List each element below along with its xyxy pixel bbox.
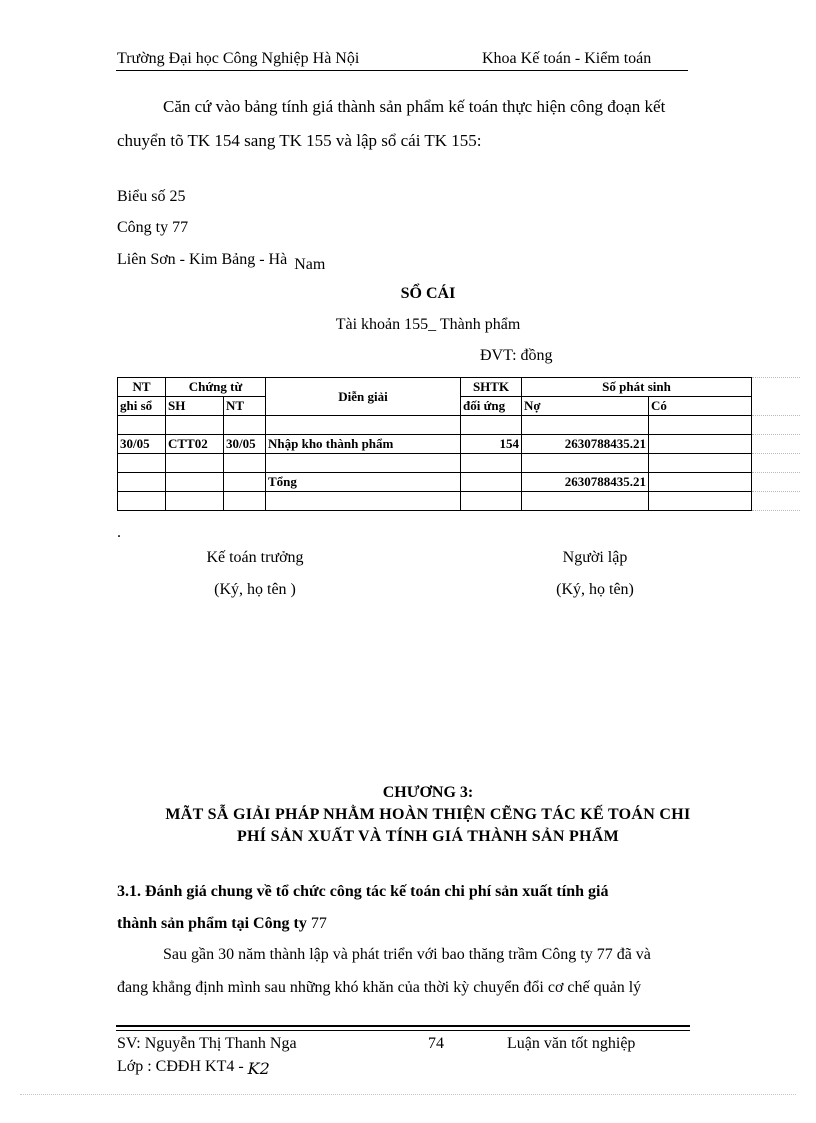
address-tail: Nam [294, 256, 326, 273]
table-row-empty [118, 416, 800, 435]
col-dien-giai: Diễn giải [266, 378, 461, 416]
section-heading-bold: thành sản phẩm tại Công ty [117, 915, 307, 932]
col-shtk-bottom: đối ứng [461, 397, 522, 416]
address-main: Liên Sơn - Kim Bảng - Hà [117, 251, 288, 268]
company-name: Công ty 77 [117, 219, 189, 236]
ledger-table [117, 377, 800, 511]
table-row-empty [118, 492, 800, 511]
ledger-title: SỔ CÁI [400, 285, 456, 302]
table-row-total [118, 473, 800, 492]
page-boundary [20, 1094, 796, 1095]
col-shtk-top: SHTK [461, 378, 522, 397]
chapter-number: CHƯƠNG 3: [382, 784, 474, 801]
intro-line-2: chuyển tõ TK 154 sang TK 155 và lập sổ cái TK 155: [117, 131, 482, 150]
entry-shtk: 154 [461, 435, 522, 454]
sig-right-note: (Ký, họ tên) [556, 581, 634, 598]
ledger-unit: ĐVT: đồng [480, 347, 553, 364]
bieu-so: Biểu số 25 [117, 188, 186, 205]
company-address [117, 251, 326, 273]
total-label: Tổng [266, 473, 461, 492]
table-row-entry [118, 435, 800, 454]
chapter-title-line-2: PHÍ SẢN XUẤT VÀ TÍNH GIÁ THÀNH SẢN PHẨM [236, 828, 620, 845]
footer-class [117, 1056, 270, 1076]
footer-rule-bottom [116, 1030, 690, 1031]
total-no: 2630788435.21 [522, 473, 649, 492]
entry-nt-ghi-so: 30/05 [118, 435, 166, 454]
header-rule [116, 70, 688, 71]
section-heading-line-1: 3.1. Đánh giá chung về tổ chức công tác kế toán chi phí sản xuất tính giá [117, 883, 609, 900]
entry-no: 2630788435.21 [522, 435, 649, 454]
footer-thesis: Luận văn tốt nghiệp [507, 1035, 636, 1052]
section-para-line-2: đang khẳng định mình sau những khó khăn của thời kỳ chuyển đổi cơ chế quản lý [117, 979, 642, 996]
table-margin-cell [752, 378, 800, 416]
entry-nt: 30/05 [224, 435, 266, 454]
col-co: Có [649, 397, 752, 416]
chapter-title-line-1: MÃT SẪ GIẢI PHÁP NHẰM HOÀN THIỆN CẼNG TÁC KẾ TOÁN CHI [165, 806, 691, 823]
table-row-empty [118, 454, 800, 473]
sig-left-title: Kế toán trưởng [206, 549, 304, 566]
section-heading-line-2 [117, 915, 327, 933]
intro-line-1: Căn cứ vào bảng tính giá thành sản phẩm kế toán thực hiện công đoạn kết [163, 97, 666, 116]
footer-page-number: 74 [428, 1035, 444, 1052]
entry-dien-giai: Nhập kho thành phẩm [266, 435, 461, 454]
col-nt-ghi-so-top: NT [118, 378, 166, 397]
stray-dot: . [117, 524, 121, 541]
entry-sh: CTT02 [166, 435, 224, 454]
col-no: Nợ [522, 397, 649, 416]
sig-right-title: Người lập [562, 549, 628, 566]
sig-left-note: (Ký, họ tên ) [214, 581, 296, 598]
footer-rule-top [116, 1025, 690, 1027]
col-nt: NT [224, 397, 266, 416]
section-heading-tail: 77 [310, 915, 327, 932]
ledger-account: Tài khoản 155_ Thành phẩm [335, 316, 521, 333]
section-para-line-1: Sau gần 30 năm thành lập và phát triển với bao thăng trầm Công ty 77 đã và [163, 946, 651, 963]
col-nt-ghi-so-bottom: ghi sổ [118, 397, 166, 416]
header-faculty: Khoa Kế toán - Kiểm toán [482, 50, 652, 67]
footer-student: SV: Nguyễn Thị Thanh Nga [117, 1035, 297, 1052]
header-school: Trường Đại học Công Nghiệp Hà Nội [117, 50, 360, 67]
col-sh: SH [166, 397, 224, 416]
table-header-row-1 [118, 378, 800, 397]
col-so-phat-sinh: Số phát sinh [522, 378, 752, 397]
entry-co [649, 435, 752, 454]
footer-class-tail: K2 [247, 1059, 270, 1078]
col-chung-tu: Chứng từ [166, 378, 266, 397]
footer-class-label: Lớp : CĐĐH KT4 - [117, 1058, 244, 1075]
